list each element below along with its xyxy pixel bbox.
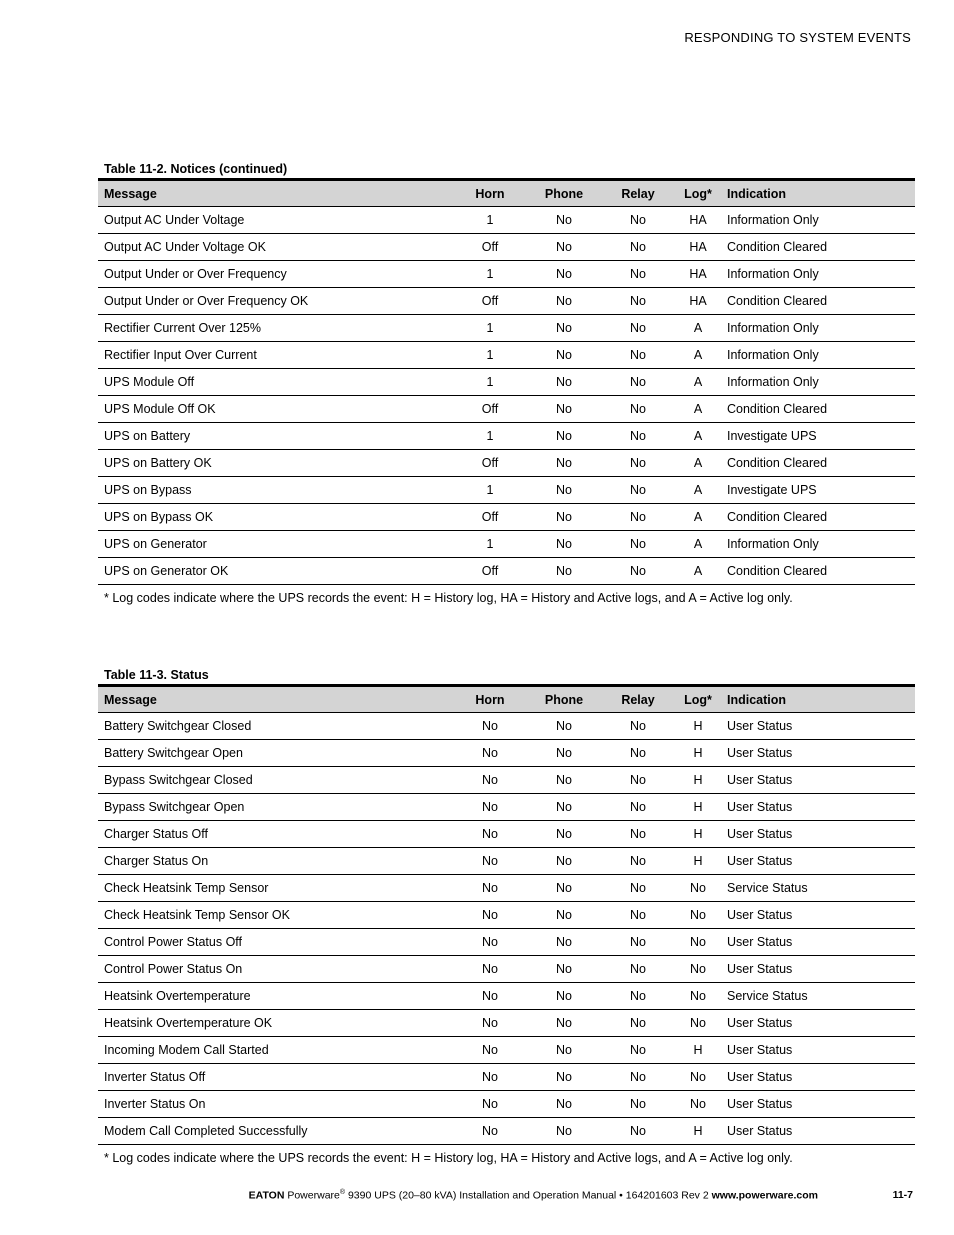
cell-message: Heatsink Overtemperature OK <box>98 1010 453 1037</box>
cell-log: A <box>675 504 721 531</box>
table-row <box>98 1064 915 1091</box>
cell-horn: No <box>453 1010 527 1037</box>
cell-message: Control Power Status Off <box>98 929 453 956</box>
cell-message: Check Heatsink Temp Sensor <box>98 875 453 902</box>
cell-phone: No <box>527 1118 601 1145</box>
cell-indication: Condition Cleared <box>721 234 915 261</box>
cell-horn: Off <box>453 504 527 531</box>
column-header-relay: Relay <box>601 686 675 713</box>
cell-log: H <box>675 821 721 848</box>
cell-phone: No <box>527 234 601 261</box>
cell-log: A <box>675 396 721 423</box>
column-header-relay: Relay <box>601 180 675 207</box>
table-row <box>98 1091 915 1118</box>
cell-message: Heatsink Overtemperature <box>98 983 453 1010</box>
cell-message: UPS on Generator <box>98 531 453 558</box>
cell-indication: Service Status <box>721 983 915 1010</box>
cell-message: Bypass Switchgear Open <box>98 794 453 821</box>
cell-indication: User Status <box>721 1010 915 1037</box>
footer-manual-title: 9390 UPS (20–80 kVA) Installation and Operation Manual • 164201603 Rev 2 <box>345 1189 712 1202</box>
cell-relay: No <box>601 1037 675 1064</box>
cell-relay: No <box>601 558 675 585</box>
cell-horn: Off <box>453 288 527 315</box>
cell-message: Charger Status On <box>98 848 453 875</box>
table-row <box>98 450 915 477</box>
table-row <box>98 261 915 288</box>
table-row <box>98 956 915 983</box>
table-row <box>98 315 915 342</box>
cell-indication: Service Status <box>721 875 915 902</box>
cell-phone: No <box>527 848 601 875</box>
cell-horn: No <box>453 794 527 821</box>
cell-phone: No <box>527 477 601 504</box>
cell-phone: No <box>527 504 601 531</box>
cell-phone: No <box>527 929 601 956</box>
cell-indication: User Status <box>721 902 915 929</box>
cell-horn: Off <box>453 558 527 585</box>
cell-log: A <box>675 477 721 504</box>
table-row <box>98 740 915 767</box>
cell-indication: User Status <box>721 821 915 848</box>
cell-relay: No <box>601 875 675 902</box>
page-number: 11-7 <box>892 1189 913 1201</box>
cell-phone: No <box>527 794 601 821</box>
table-row <box>98 207 915 234</box>
cell-indication: Information Only <box>721 261 915 288</box>
status-table-caption: Table 11-3. Status <box>104 668 209 682</box>
cell-indication: Information Only <box>721 207 915 234</box>
cell-horn: 1 <box>453 531 527 558</box>
table-row <box>98 504 915 531</box>
status-table-body <box>98 713 915 1145</box>
column-header-indication: Indication <box>721 686 915 713</box>
cell-relay: No <box>601 477 675 504</box>
cell-message: Output AC Under Voltage <box>98 207 453 234</box>
cell-phone: No <box>527 875 601 902</box>
cell-log: H <box>675 1118 721 1145</box>
cell-relay: No <box>601 531 675 558</box>
cell-indication: User Status <box>721 767 915 794</box>
cell-indication: User Status <box>721 848 915 875</box>
cell-horn: 1 <box>453 261 527 288</box>
table-row <box>98 713 915 740</box>
cell-horn: No <box>453 1037 527 1064</box>
status-table-header-row <box>98 686 915 713</box>
cell-phone: No <box>527 450 601 477</box>
cell-phone: No <box>527 902 601 929</box>
cell-relay: No <box>601 983 675 1010</box>
cell-log: No <box>675 1091 721 1118</box>
table-row <box>98 477 915 504</box>
cell-relay: No <box>601 740 675 767</box>
cell-phone: No <box>527 983 601 1010</box>
table-row <box>98 342 915 369</box>
cell-message: UPS Module Off OK <box>98 396 453 423</box>
table-row <box>98 821 915 848</box>
cell-message: Modem Call Completed Successfully <box>98 1118 453 1145</box>
cell-indication: Condition Cleared <box>721 504 915 531</box>
footer-product: Powerware <box>287 1189 340 1202</box>
table-row <box>98 531 915 558</box>
cell-log: No <box>675 929 721 956</box>
cell-relay: No <box>601 767 675 794</box>
cell-relay: No <box>601 396 675 423</box>
cell-indication: User Status <box>721 1037 915 1064</box>
column-header-log: Log* <box>675 180 721 207</box>
cell-horn: No <box>453 713 527 740</box>
cell-indication: User Status <box>721 1091 915 1118</box>
footer-registered-mark: ® <box>339 1189 346 1196</box>
cell-indication: User Status <box>721 794 915 821</box>
cell-indication: Investigate UPS <box>721 423 915 450</box>
cell-message: Incoming Modem Call Started <box>98 1037 453 1064</box>
cell-indication: User Status <box>721 929 915 956</box>
cell-message: Rectifier Current Over 125% <box>98 315 453 342</box>
column-header-horn: Horn <box>453 686 527 713</box>
cell-horn: No <box>453 821 527 848</box>
cell-relay: No <box>601 1064 675 1091</box>
cell-log: No <box>675 902 721 929</box>
cell-message: UPS on Battery OK <box>98 450 453 477</box>
cell-horn: No <box>453 875 527 902</box>
cell-horn: Off <box>453 396 527 423</box>
table-row <box>98 396 915 423</box>
cell-relay: No <box>601 956 675 983</box>
cell-log: A <box>675 315 721 342</box>
footer-brand: EATON <box>248 1189 285 1202</box>
cell-indication: Information Only <box>721 369 915 396</box>
cell-horn: No <box>453 929 527 956</box>
column-header-phone: Phone <box>527 686 601 713</box>
cell-message: Battery Switchgear Closed <box>98 713 453 740</box>
cell-indication: Condition Cleared <box>721 288 915 315</box>
notices-table-footnote: * Log codes indicate where the UPS records the event: H = History log, HA = History and Active logs, and A = Active log only. <box>104 591 793 605</box>
status-table <box>98 684 915 1145</box>
cell-horn: Off <box>453 234 527 261</box>
cell-phone: No <box>527 315 601 342</box>
table-row <box>98 848 915 875</box>
cell-phone: No <box>527 288 601 315</box>
cell-phone: No <box>527 423 601 450</box>
cell-relay: No <box>601 713 675 740</box>
table-row <box>98 234 915 261</box>
cell-horn: No <box>453 1064 527 1091</box>
cell-horn: No <box>453 1091 527 1118</box>
cell-phone: No <box>527 821 601 848</box>
cell-log: A <box>675 423 721 450</box>
cell-indication: User Status <box>721 1064 915 1091</box>
notices-table <box>98 178 915 585</box>
section-header: RESPONDING TO SYSTEM EVENTS <box>684 30 911 45</box>
cell-relay: No <box>601 315 675 342</box>
status-table-footnote: * Log codes indicate where the UPS records the event: H = History log, HA = History and Active logs, and A = Active log only. <box>104 1151 793 1165</box>
table-row <box>98 288 915 315</box>
cell-phone: No <box>527 342 601 369</box>
cell-horn: 1 <box>453 207 527 234</box>
cell-log: H <box>675 794 721 821</box>
table-row <box>98 875 915 902</box>
cell-phone: No <box>527 369 601 396</box>
cell-log: A <box>675 531 721 558</box>
cell-indication: Information Only <box>721 531 915 558</box>
column-header-horn: Horn <box>453 180 527 207</box>
cell-message: Output Under or Over Frequency OK <box>98 288 453 315</box>
cell-phone: No <box>527 531 601 558</box>
cell-log: A <box>675 450 721 477</box>
cell-relay: No <box>601 234 675 261</box>
cell-log: No <box>675 983 721 1010</box>
notices-table-block <box>98 160 915 605</box>
cell-relay: No <box>601 207 675 234</box>
cell-relay: No <box>601 1091 675 1118</box>
cell-relay: No <box>601 929 675 956</box>
cell-phone: No <box>527 767 601 794</box>
cell-horn: No <box>453 1118 527 1145</box>
cell-horn: 1 <box>453 477 527 504</box>
cell-horn: No <box>453 740 527 767</box>
cell-relay: No <box>601 423 675 450</box>
cell-horn: No <box>453 956 527 983</box>
cell-message: Battery Switchgear Open <box>98 740 453 767</box>
cell-phone: No <box>527 207 601 234</box>
cell-log: H <box>675 848 721 875</box>
cell-indication: Condition Cleared <box>721 450 915 477</box>
table-row <box>98 1037 915 1064</box>
table-row <box>98 929 915 956</box>
cell-relay: No <box>601 450 675 477</box>
cell-message: UPS Module Off <box>98 369 453 396</box>
cell-horn: Off <box>453 450 527 477</box>
cell-log: No <box>675 1010 721 1037</box>
cell-message: Inverter Status Off <box>98 1064 453 1091</box>
status-table-block <box>98 666 915 1165</box>
cell-indication: Condition Cleared <box>721 396 915 423</box>
cell-indication: User Status <box>721 956 915 983</box>
cell-phone: No <box>527 396 601 423</box>
notices-table-caption: Table 11-2. Notices (continued) <box>104 162 288 176</box>
cell-phone: No <box>527 261 601 288</box>
cell-message: Output AC Under Voltage OK <box>98 234 453 261</box>
cell-log: No <box>675 956 721 983</box>
cell-horn: 1 <box>453 369 527 396</box>
table-row <box>98 1118 915 1145</box>
column-header-message: Message <box>98 180 453 207</box>
cell-message: UPS on Bypass <box>98 477 453 504</box>
table-row <box>98 767 915 794</box>
cell-message: Check Heatsink Temp Sensor OK <box>98 902 453 929</box>
cell-phone: No <box>527 1064 601 1091</box>
cell-phone: No <box>527 713 601 740</box>
cell-horn: No <box>453 767 527 794</box>
cell-horn: No <box>453 983 527 1010</box>
cell-log: H <box>675 1037 721 1064</box>
cell-phone: No <box>527 1091 601 1118</box>
cell-message: Charger Status Off <box>98 821 453 848</box>
table-row <box>98 983 915 1010</box>
cell-indication: Investigate UPS <box>721 477 915 504</box>
table-row <box>98 423 915 450</box>
cell-relay: No <box>601 288 675 315</box>
cell-indication: Condition Cleared <box>721 558 915 585</box>
cell-message: Inverter Status On <box>98 1091 453 1118</box>
cell-log: No <box>675 875 721 902</box>
cell-horn: 1 <box>453 423 527 450</box>
cell-phone: No <box>527 558 601 585</box>
cell-message: UPS on Bypass OK <box>98 504 453 531</box>
table-row <box>98 902 915 929</box>
cell-log: No <box>675 1064 721 1091</box>
cell-message: Bypass Switchgear Closed <box>98 767 453 794</box>
cell-log: HA <box>675 234 721 261</box>
cell-log: HA <box>675 261 721 288</box>
column-header-phone: Phone <box>527 180 601 207</box>
cell-message: UPS on Battery <box>98 423 453 450</box>
cell-log: A <box>675 369 721 396</box>
cell-horn: 1 <box>453 315 527 342</box>
cell-log: HA <box>675 207 721 234</box>
cell-relay: No <box>601 902 675 929</box>
cell-log: H <box>675 713 721 740</box>
cell-message: UPS on Generator OK <box>98 558 453 585</box>
cell-indication: User Status <box>721 713 915 740</box>
cell-relay: No <box>601 342 675 369</box>
cell-relay: No <box>601 369 675 396</box>
column-header-message: Message <box>98 686 453 713</box>
notices-table-body <box>98 207 915 585</box>
table-row <box>98 794 915 821</box>
cell-phone: No <box>527 740 601 767</box>
cell-horn: No <box>453 848 527 875</box>
cell-message: Rectifier Input Over Current <box>98 342 453 369</box>
cell-phone: No <box>527 1037 601 1064</box>
cell-horn: 1 <box>453 342 527 369</box>
cell-relay: No <box>601 848 675 875</box>
column-header-log: Log* <box>675 686 721 713</box>
cell-relay: No <box>601 821 675 848</box>
footer-manual-line <box>249 1189 818 1202</box>
cell-relay: No <box>601 261 675 288</box>
cell-log: A <box>675 558 721 585</box>
cell-horn: No <box>453 902 527 929</box>
cell-indication: Information Only <box>721 315 915 342</box>
table-row <box>98 1010 915 1037</box>
table-row <box>98 369 915 396</box>
footer-website: www.powerware.com <box>711 1189 818 1202</box>
column-header-indication: Indication <box>721 180 915 207</box>
cell-message: Output Under or Over Frequency <box>98 261 453 288</box>
table-row <box>98 558 915 585</box>
cell-indication: User Status <box>721 1118 915 1145</box>
cell-phone: No <box>527 1010 601 1037</box>
cell-relay: No <box>601 1118 675 1145</box>
cell-log: H <box>675 767 721 794</box>
cell-log: A <box>675 342 721 369</box>
cell-relay: No <box>601 1010 675 1037</box>
cell-relay: No <box>601 794 675 821</box>
cell-message: Control Power Status On <box>98 956 453 983</box>
notices-table-header-row <box>98 180 915 207</box>
cell-relay: No <box>601 504 675 531</box>
cell-log: H <box>675 740 721 767</box>
cell-phone: No <box>527 956 601 983</box>
cell-log: HA <box>675 288 721 315</box>
cell-indication: Information Only <box>721 342 915 369</box>
cell-indication: User Status <box>721 740 915 767</box>
